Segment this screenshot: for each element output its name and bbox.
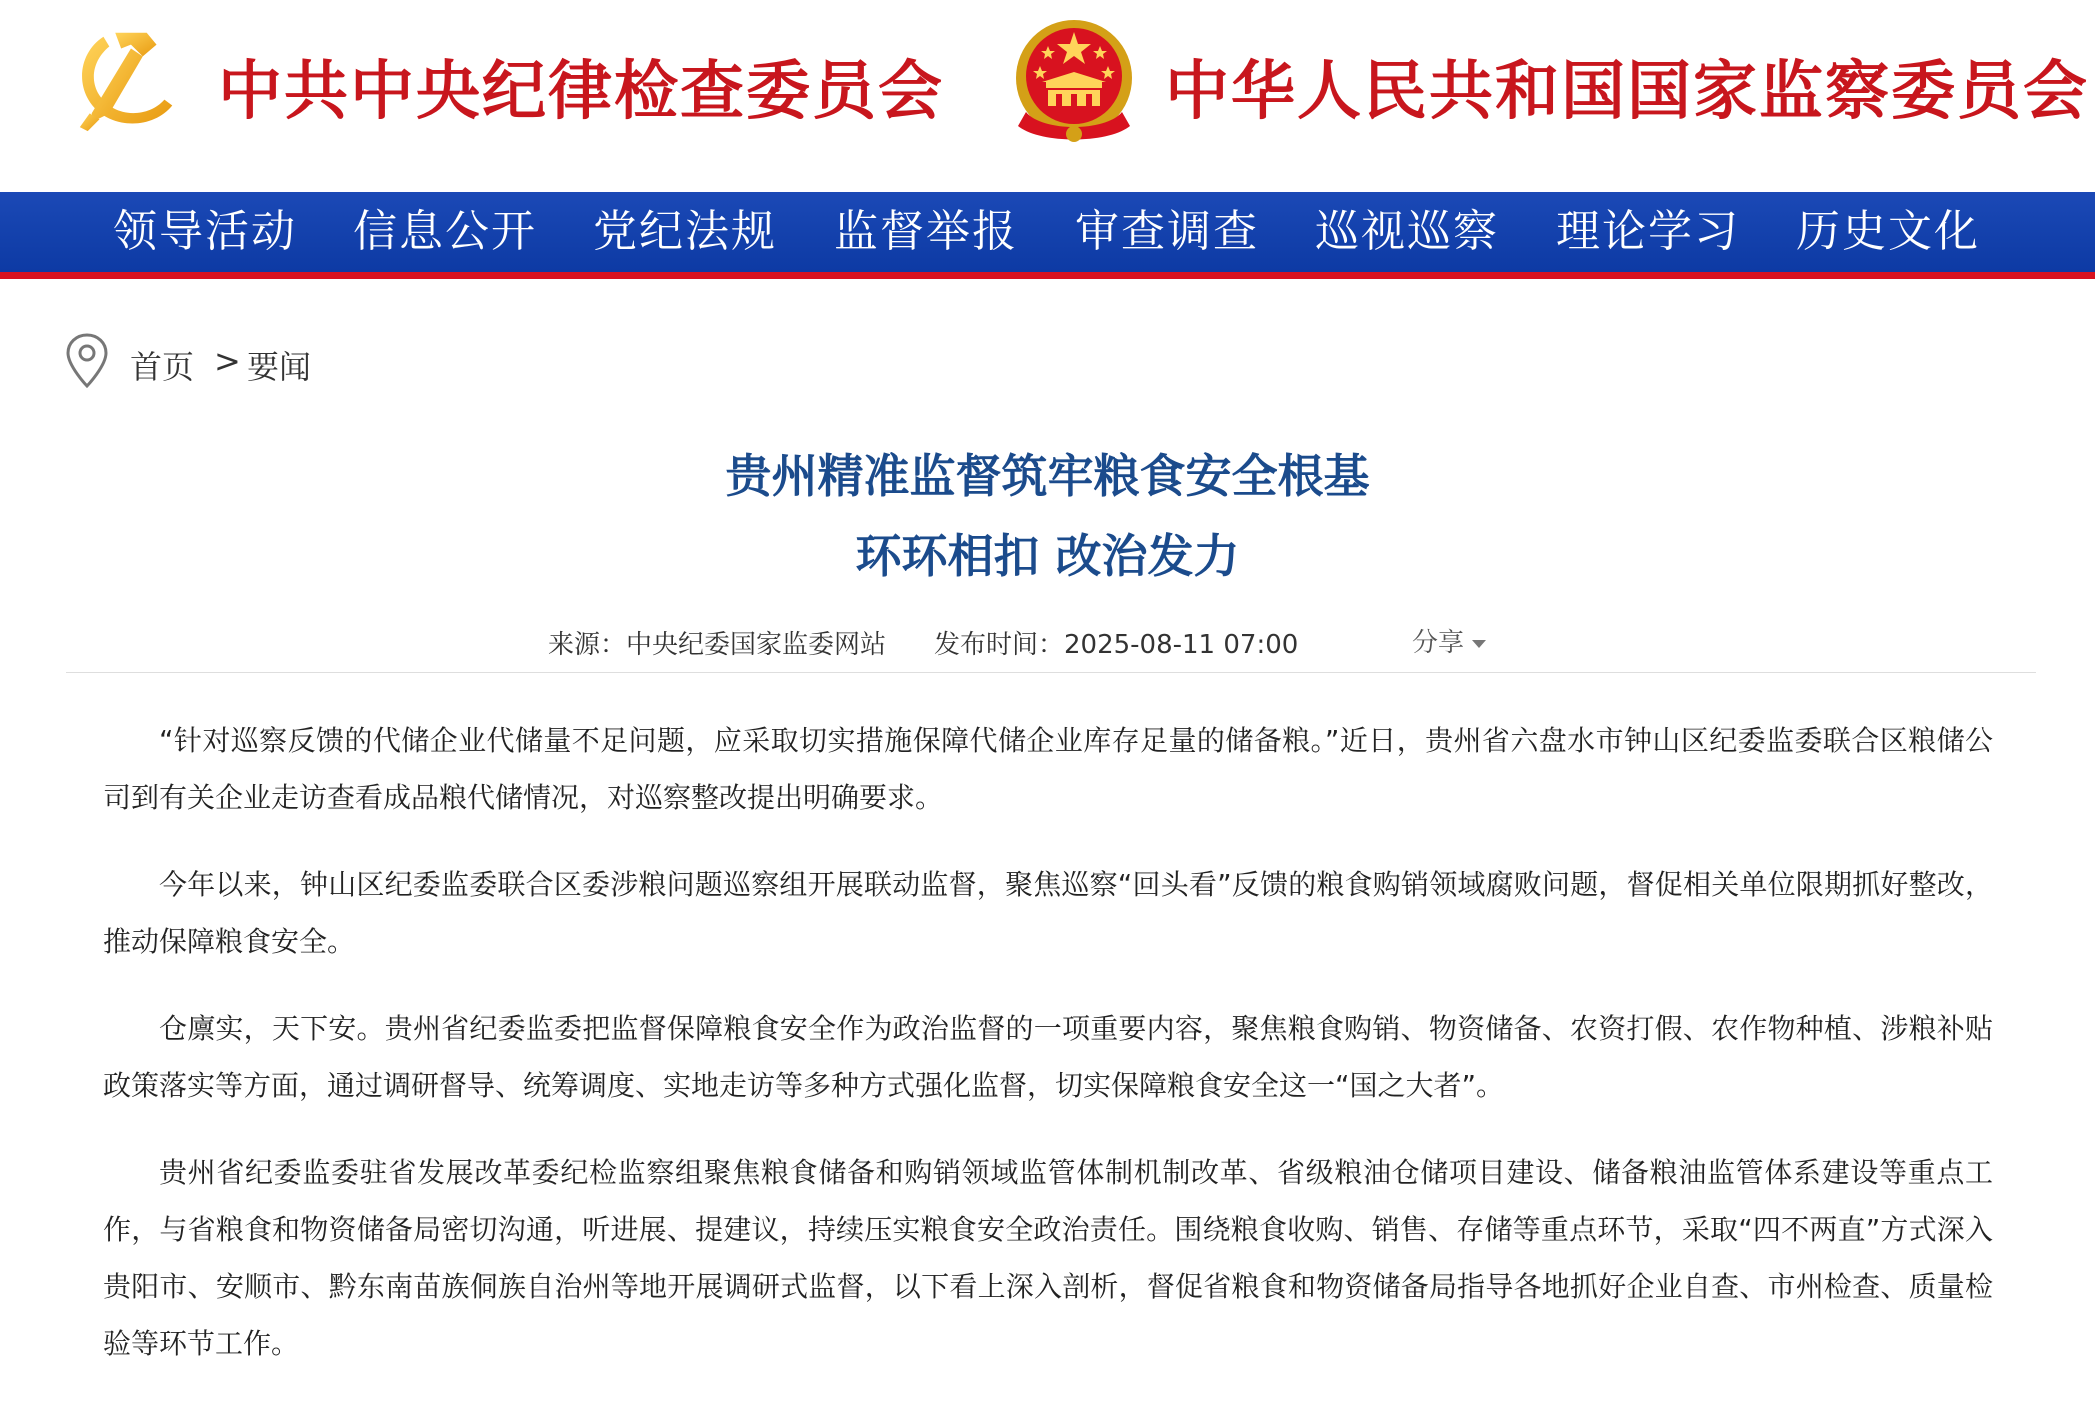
breadcrumb-current-link[interactable]: 要闻 — [247, 348, 312, 386]
hammer-sickle-emblem-icon — [70, 18, 188, 138]
breadcrumb-separator: > — [214, 342, 241, 380]
article-body — [103, 712, 1993, 1402]
article-title-line-2: 环环相扣 改治发力 — [855, 529, 1240, 583]
nav-item-history[interactable]: 历史文化 — [1796, 206, 1980, 257]
article-publish-time: 发布时间：2025-08-11 07:00 — [934, 630, 1299, 660]
party-commission-title: 中共中央纪律检查委员会 — [218, 54, 944, 129]
location-pin-icon — [64, 332, 110, 390]
share-label: 分享 — [1412, 628, 1465, 658]
main-nav — [0, 192, 2095, 279]
nav-item-regulations[interactable]: 党纪法规 — [593, 206, 777, 257]
chevron-down-icon — [1472, 640, 1486, 648]
article-paragraph: 今年以来，钟山区纪委监委联合区委涉粮问题巡察组开展联动监督，聚焦巡察“回头看”反馈的粮食购销领域腐败问题，督促相关单位限期抓好整改，推动保障粮食安全。 — [103, 868, 1993, 958]
nav-item-disclosure[interactable]: 信息公开 — [353, 206, 537, 257]
article-source: 来源：中央纪委国家监委网站 — [548, 630, 887, 660]
article-title-line-1: 贵州精准监督筑牢粮食安全根基 — [725, 449, 1370, 503]
nav-item-report[interactable]: 监督举报 — [834, 206, 1018, 257]
nav-item-leadership[interactable]: 领导活动 — [113, 206, 297, 257]
site-header — [0, 0, 2095, 192]
nav-item-theory[interactable]: 理论学习 — [1556, 206, 1740, 257]
nav-item-inspection[interactable]: 巡视巡察 — [1315, 206, 1499, 257]
state-commission-title: 中华人民共和国国家监察委员会 — [1165, 54, 2089, 129]
article-paragraph: 仓廪实，天下安。贵州省纪委监委把监督保障粮食安全作为政治监督的一项重要内容，聚焦粮食购销、物资储备、农资打假、农作物种植、涉粮补贴政策落实等方面，通过调研督导、统筹调度、实地走访等多种方式强化监督，切实保障粮食安全这一“国之大者”。 — [103, 1012, 1993, 1102]
national-emblem-icon — [1012, 16, 1136, 148]
article-paragraph: 贵州省纪委监委驻省发展改革委纪检监察组聚焦粮食储备和购销领域监管体制机制改革、省级粮油仓储项目建设、储备粮油监管体系建设等重点工作，与省粮食和物资储备局密切沟通，听进展、提建议，持续压实粮食安全政治责任。围绕粮食收购、销售、存储等重点环节，采取“四不两直”方式深入贵阳市、安顺市、黔东南苗族侗族自治州等地开展调研式监督，以下看上深入剖析，督促省粮食和物资储备局指导各地抓好企业自查、市州检查、质量检验等环节工作。 — [103, 1156, 1993, 1360]
breadcrumb-home-link[interactable]: 首页 — [130, 348, 195, 386]
share-dropdown[interactable] — [1412, 622, 1486, 659]
nav-item-investigation[interactable]: 审查调查 — [1075, 206, 1259, 257]
meta-divider — [66, 672, 2036, 673]
article-paragraph: “针对巡察反馈的代储企业代储量不足问题，应采取切实措施保障代储企业库存足量的储备粮。”近日，贵州省六盘水市钟山区纪委监委联合区粮储公司到有关企业走访查看成品粮代储情况，对巡察整改提出明确要求。 — [103, 724, 1993, 814]
